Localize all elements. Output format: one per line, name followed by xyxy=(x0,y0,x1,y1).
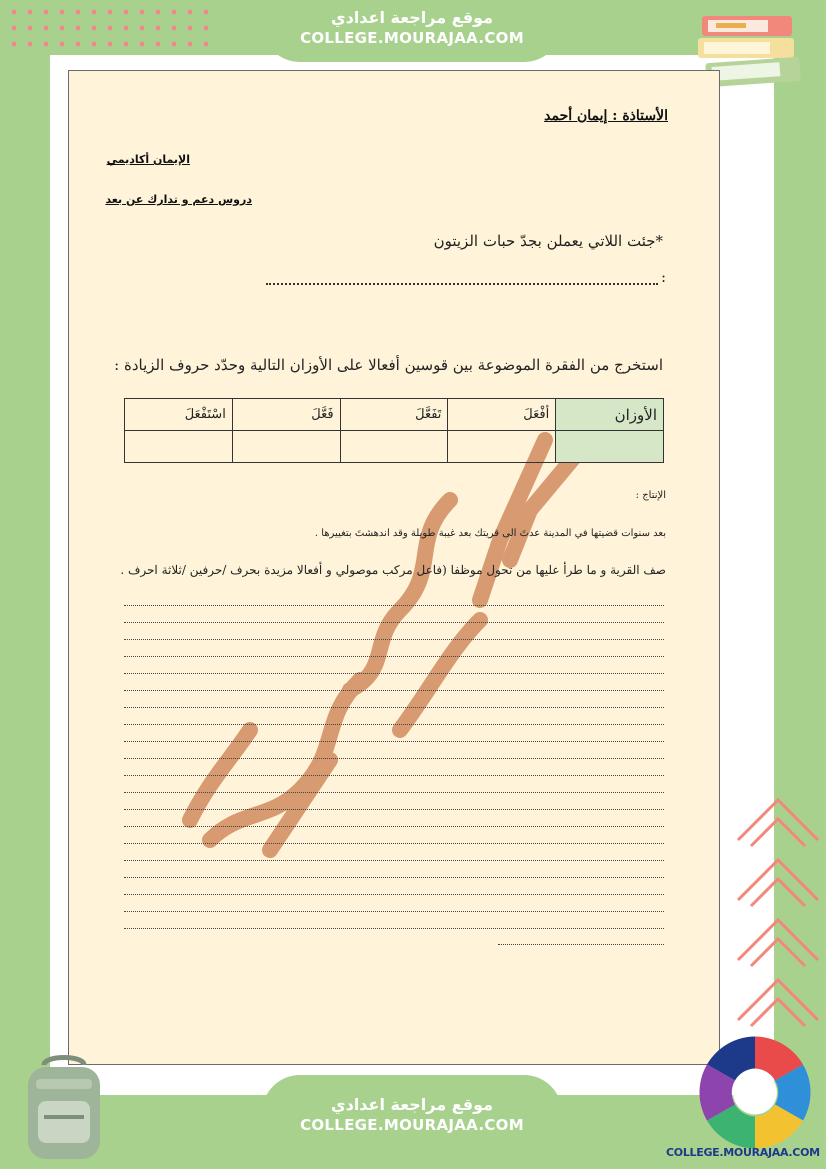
logo-wheel-icon xyxy=(694,1020,816,1165)
sentence-colon: : xyxy=(660,268,666,286)
logo-caption: COLLEGE.MOURAJAA.COM xyxy=(666,1146,820,1159)
pattern-cell: اسْتَفْعَلَ xyxy=(125,399,233,431)
writing-line[interactable] xyxy=(124,622,664,623)
writing-line[interactable] xyxy=(124,673,664,674)
footer-site-url[interactable]: COLLEGE.MOURAJAA.COM xyxy=(300,1116,524,1134)
pattern-cell: تَفَعَّلَ xyxy=(340,399,448,431)
writing-line[interactable] xyxy=(124,707,664,708)
writing-line[interactable] xyxy=(124,758,664,759)
patterns-table xyxy=(124,398,664,463)
table-empty-cell xyxy=(556,431,664,463)
sentence-text: *جئت اللاتي يعملن بجدّ حبات الزيتون xyxy=(433,232,663,250)
writing-line[interactable] xyxy=(124,843,664,844)
writing-line[interactable] xyxy=(124,826,664,827)
answer-line[interactable] xyxy=(266,283,658,285)
writing-line[interactable] xyxy=(124,792,664,793)
instruction-text: استخرج من الفقرة الموضوعة بين قوسين أفعالا على الأوزان التالية وحدّد حروف الزيادة : xyxy=(114,356,663,374)
answer-cell[interactable] xyxy=(232,431,340,463)
writing-line[interactable] xyxy=(124,724,664,725)
lessons-title: دروس دعم و تدارك عن بعد xyxy=(105,193,252,206)
header-site-arabic: موقع مراجعة اعدادي xyxy=(330,8,494,27)
writing-line[interactable] xyxy=(124,911,664,912)
table-header-cell: الأوزان xyxy=(556,399,664,431)
pattern-cell: فَعَّلَ xyxy=(232,399,340,431)
writing-line[interactable] xyxy=(124,877,664,878)
writing-line[interactable] xyxy=(124,860,664,861)
writing-line[interactable] xyxy=(124,809,664,810)
production-title: الإنتاج : xyxy=(635,490,666,501)
writing-line[interactable] xyxy=(124,690,664,691)
teacher-name: الأستاذة : إيمان أحمد xyxy=(544,108,668,124)
writing-line[interactable] xyxy=(124,775,664,776)
answer-cell[interactable] xyxy=(125,431,233,463)
writing-line[interactable] xyxy=(124,894,664,895)
academy-name: الإيمان أكاديمي xyxy=(106,153,190,166)
footer-banner xyxy=(262,1075,562,1169)
answer-cell[interactable] xyxy=(448,431,556,463)
writing-line[interactable] xyxy=(124,741,664,742)
writing-line[interactable] xyxy=(124,656,664,657)
final-writing-line[interactable] xyxy=(498,944,664,945)
writing-line[interactable] xyxy=(124,639,664,640)
writing-line[interactable] xyxy=(124,605,664,606)
production-task: صف القرية و ما طرأ عليها من تحول موظفا (فاعل مركب موصولي و أفعالا مزيدة بحرف /حرفين /ثلاثة احرف . xyxy=(120,563,666,577)
footer-site-arabic: موقع مراجعة اعدادي xyxy=(330,1095,494,1114)
chevron-up-icon xyxy=(733,790,823,1030)
decorative-dots xyxy=(6,4,216,54)
writing-line[interactable] xyxy=(124,928,664,929)
pattern-cell: أفْعَلَ xyxy=(448,399,556,431)
backpack-icon xyxy=(14,1055,114,1163)
header-banner xyxy=(262,0,562,62)
answer-cell[interactable] xyxy=(340,431,448,463)
production-prompt: بعد سنوات قضيتها في المدينة عدتَ الى قريتك بعد غيبة طويلة وقد اندهشتَ بتغييرها . xyxy=(314,528,666,539)
header-site-url[interactable]: COLLEGE.MOURAJAA.COM xyxy=(300,29,524,47)
